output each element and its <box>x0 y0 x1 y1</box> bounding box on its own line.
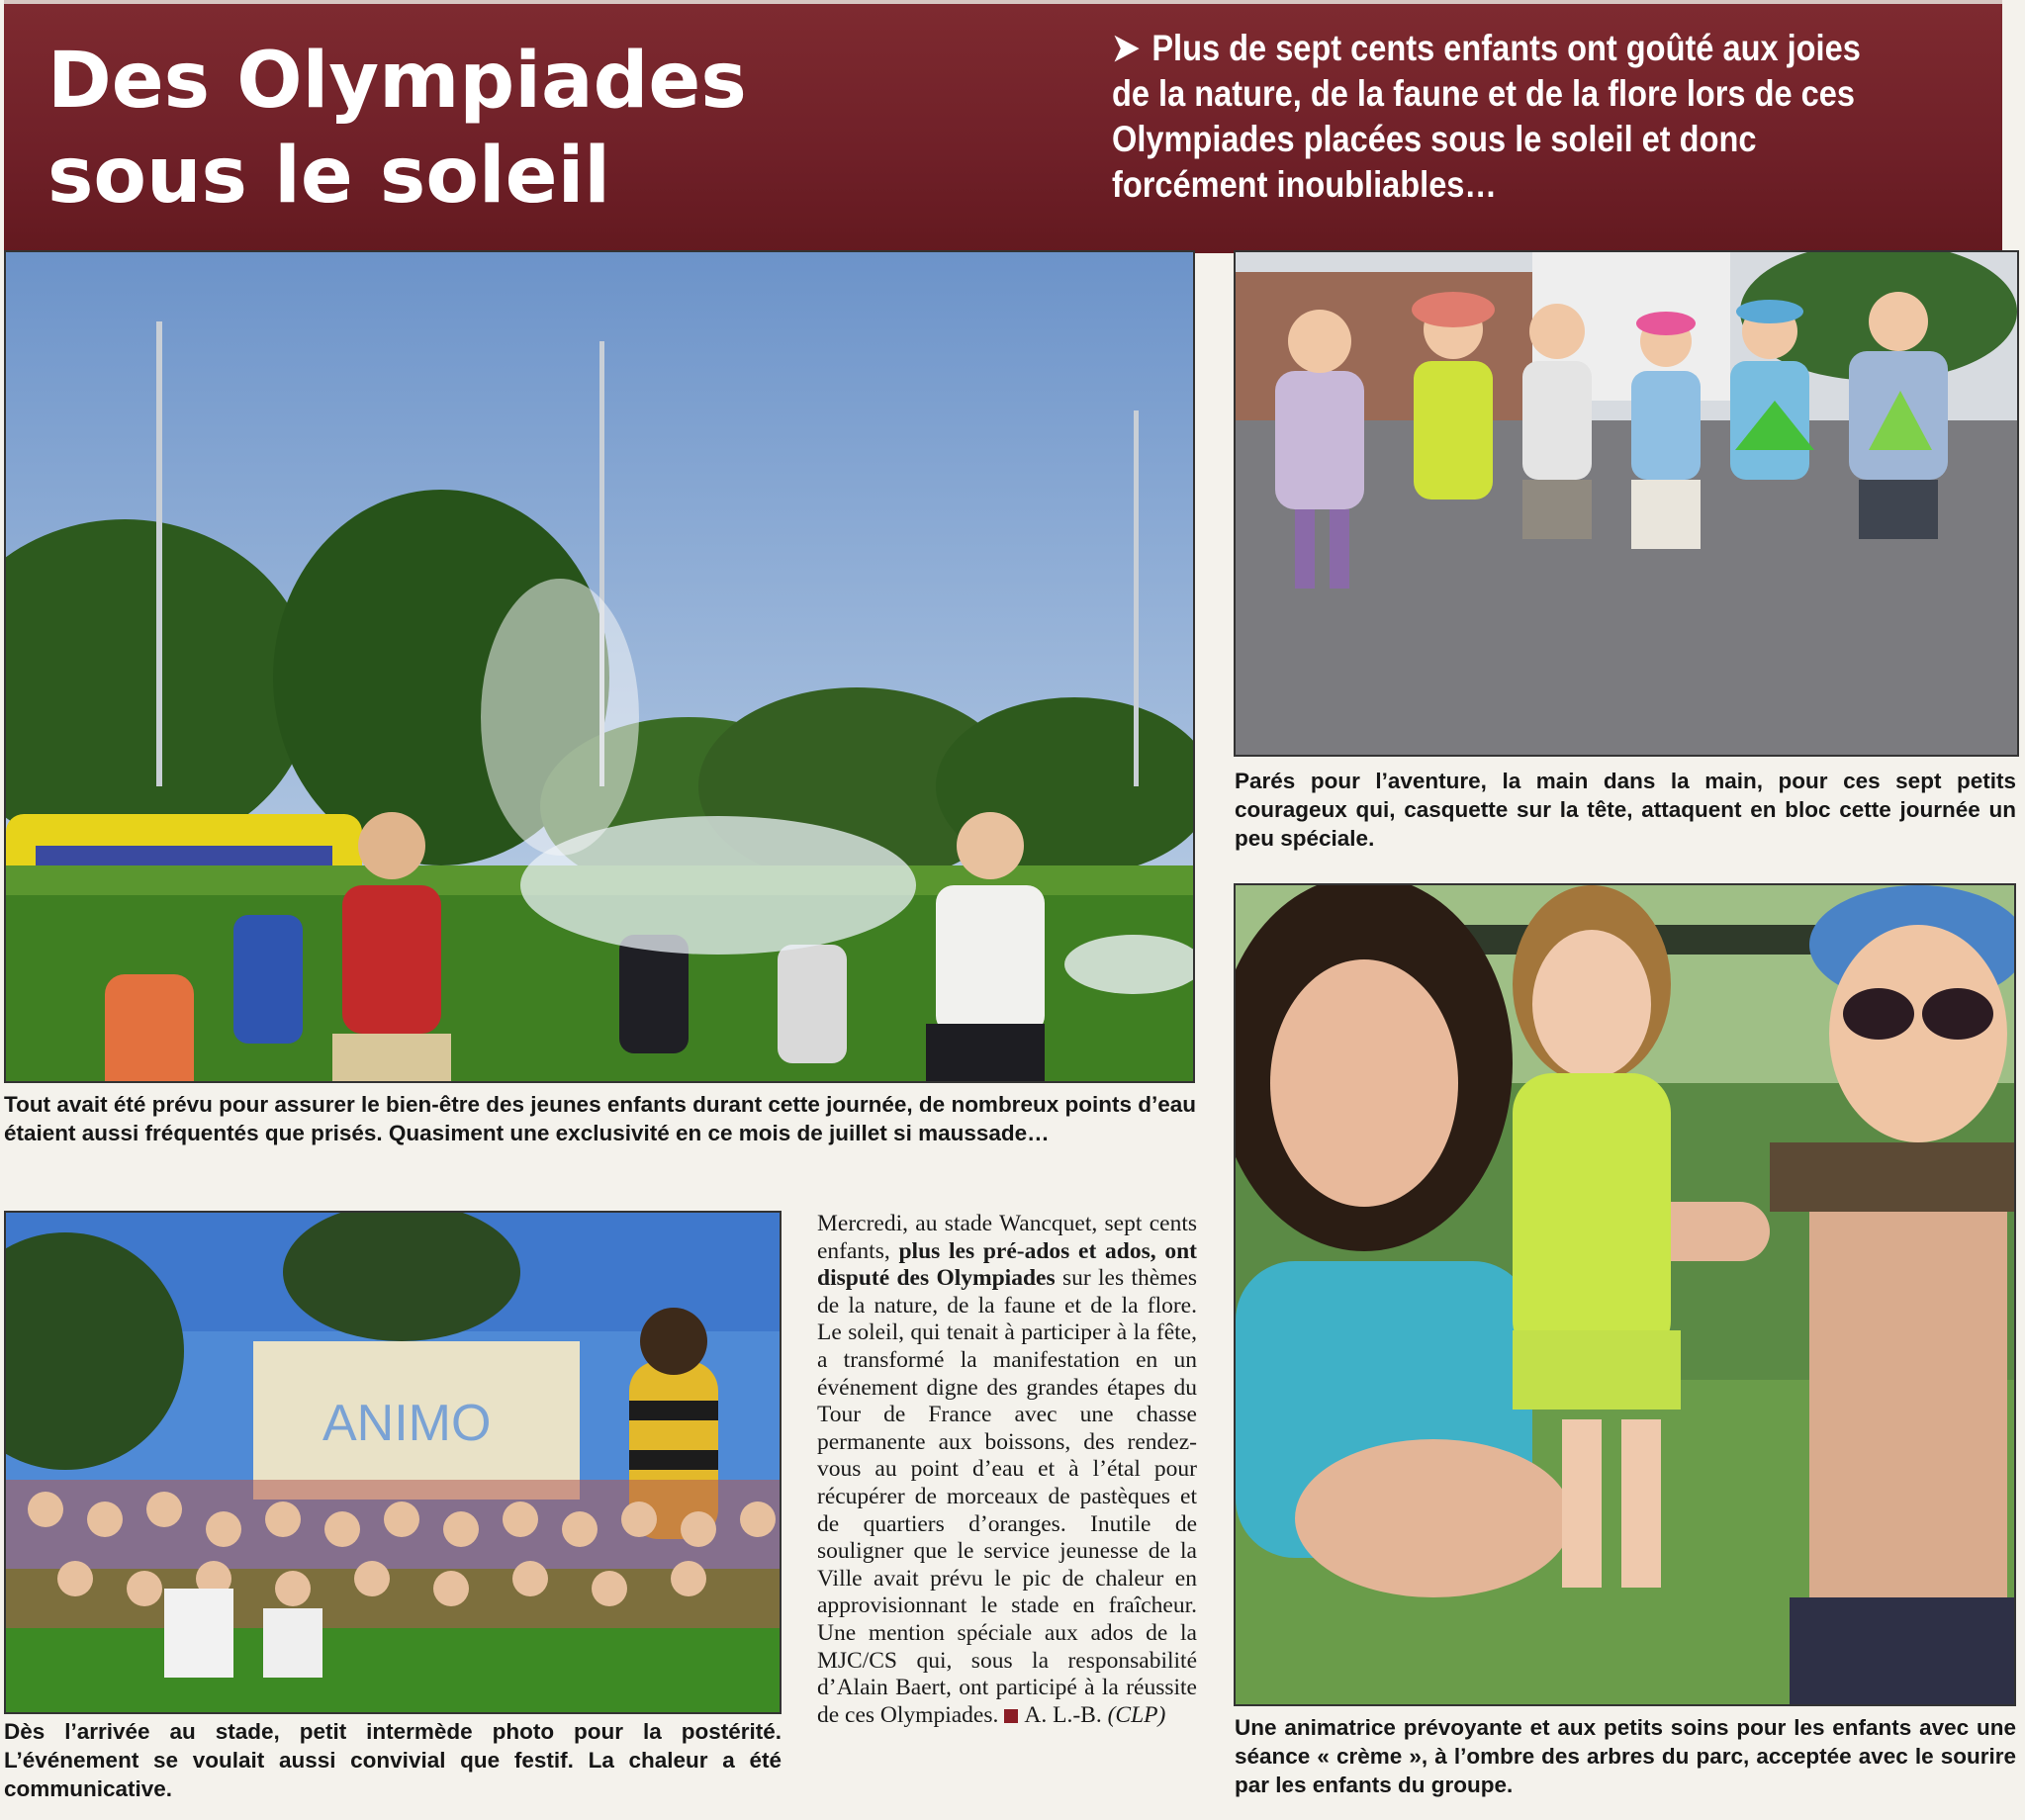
end-mark-icon <box>1004 1709 1018 1723</box>
article-byline-agency: (CLP) <box>1107 1701 1166 1728</box>
article-byline: A. L.-B. <box>1024 1701 1102 1728</box>
children-water-play-photo <box>4 250 1195 1083</box>
arrow-icon: ➤ <box>1112 28 1141 69</box>
headline-line-1: Des Olympiades <box>47 37 747 126</box>
photo-caption-group: Dès l’arrivée au stade, petit intermède photo pour la postérité. L’événement se voulait aussi convivial que festif. La chaleur a été communicative. <box>4 1719 782 1801</box>
group-banner-text: ANIMO <box>322 1395 492 1452</box>
photo-caption-cream: Une animatrice prévoyante et aux petits soins pour les enfants avec une séance « crème », à l’ombre des arbres du parc, acceptée avec le sourire par les enfants du groupe. <box>1235 1715 2016 1797</box>
article-lead: Mercredi, au stade Wancquet, sept cents enfants, <box>817 1211 1197 1264</box>
headline-banner <box>4 0 2002 253</box>
deck-body: Plus de sept cents enfants ont goûté aux joies de la nature, de la faune et de la flore lors de ces Olympiades placées sous le soleil et donc forcément inoubliables… <box>1112 28 1861 205</box>
article-text: sur les thèmes de la nature, de la faune et de la flore. Le soleil, qui tenait à participer à la fête, a transformé la manifestation en un événement digne des grandes étapes du Tour de France avec une chasse permanente aux boissons, des rendez-vous au point d’eau et à l’étal pour récupérer de morceaux de pastèques et de quartiers d’oranges. Inutile de souligner que le service jeunesse de la Ville avait prévu le pic de chaleur en approvisionnant le stade en fraîcheur. Une mention spéciale aux ados de la MJC/CS qui, sous la responsabilité d’Alain Baert, ont participé à la réussite de ces Olympiades. <box>817 1265 1198 1728</box>
deck-text <box>1112 26 1878 208</box>
photo-caption-walking: Parés pour l’aventure, la main dans la main, pour ces sept petits courageux qui, casquette sur la tête, attaquent en bloc cette journée un peu spéciale. <box>1235 769 2016 851</box>
article-body <box>817 1211 1197 1729</box>
group-photo <box>4 1211 782 1714</box>
article-lead-bold: plus les pré-ados et ados, ont disputé des Olympiades <box>817 1237 1197 1292</box>
photo-caption-field: Tout avait été prévu pour assurer le bien-être des jeunes enfants durant cette journée, de nombreux points d’eau étaient aussi fréquentés que prisés. Quasiment une exclusivité en ce mois de juillet si maussade… <box>4 1092 1196 1145</box>
animator-cream-photo <box>1234 883 2016 1706</box>
children-walking-photo <box>1234 250 2019 757</box>
headline-line-2: sous le soleil <box>47 132 611 221</box>
headline <box>47 34 1037 224</box>
